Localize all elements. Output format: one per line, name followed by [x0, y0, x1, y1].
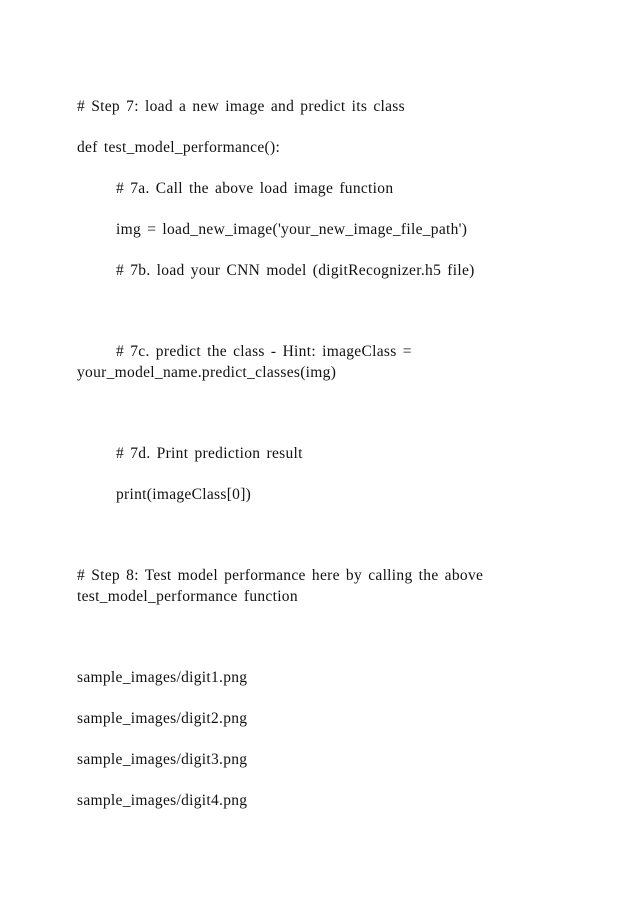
sample-image-path: sample_images/digit2.png [77, 710, 248, 727]
print-line: print(imageClass[0]) [116, 486, 252, 503]
step8-comment: # Step 8: Test model performance here by calling the above [77, 567, 484, 584]
load-image-line: img = load_new_image('your_new_image_file_path') [116, 221, 468, 238]
comment-7a: # 7a. Call the above load image function [116, 180, 394, 197]
sample-image-path: sample_images/digit1.png [77, 669, 248, 686]
step8-comment-continued: test_model_performance function [77, 588, 298, 605]
sample-image-path: sample_images/digit3.png [77, 751, 248, 768]
comment-7b: # 7b. load your CNN model (digitRecognizer.h5 file) [116, 262, 475, 279]
step7-comment: # Step 7: load a new image and predict its class [77, 98, 405, 115]
predict-line: your_model_name.predict_classes(img) [77, 364, 337, 381]
sample-image-path: sample_images/digit4.png [77, 792, 248, 809]
comment-7c: # 7c. predict the class - Hint: imageClass = [116, 343, 412, 360]
function-def: def test_model_performance(): [77, 139, 281, 156]
comment-7d: # 7d. Print prediction result [116, 445, 303, 462]
